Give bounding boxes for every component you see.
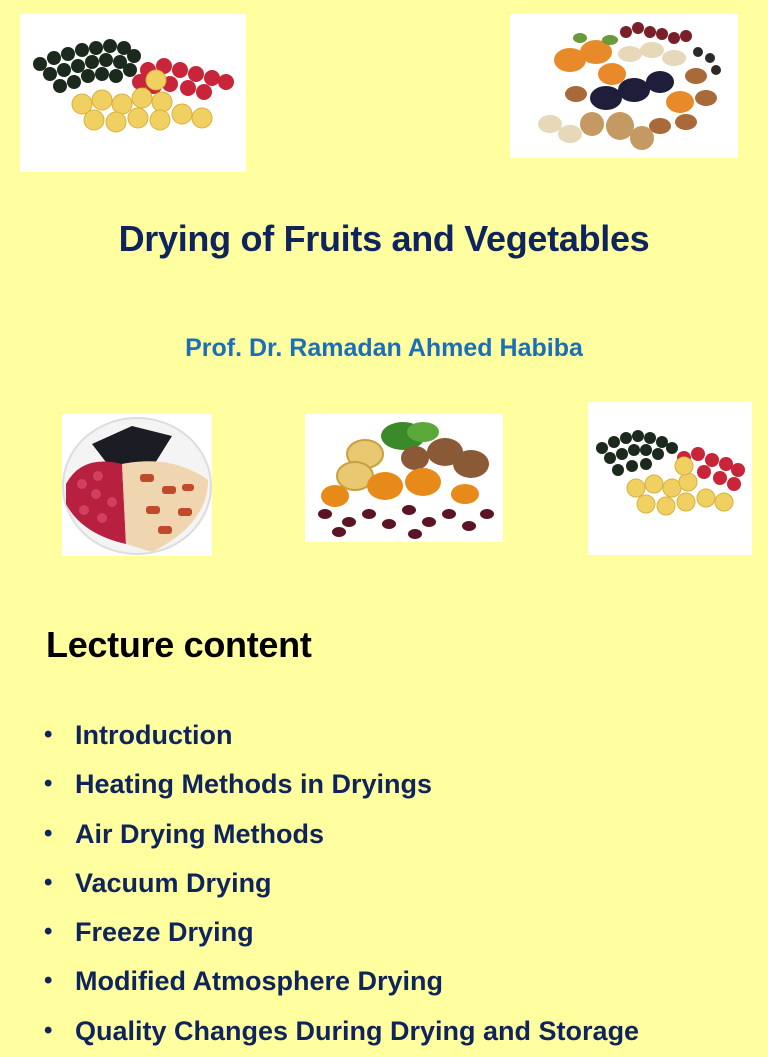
dried-fruit-bowl-photo — [62, 414, 212, 556]
dried-fruits-and-nuts-photo — [510, 14, 738, 158]
list-item: • Air Drying Methods — [44, 811, 764, 860]
author-name: Prof. Dr. Ramadan Ahmed Habiba — [185, 334, 583, 362]
list-item: • Introduction — [44, 712, 764, 761]
lecture-content-heading: Lecture content — [46, 624, 312, 665]
dried-apricots-figs-photo — [305, 414, 503, 542]
list-item: • Quality Changes During Drying and Storage — [44, 1008, 764, 1057]
list-item: • Heating Methods in Dryings — [44, 761, 764, 810]
list-item: • Freeze Drying — [44, 909, 764, 958]
slide-title: Drying of Fruits and Vegetables — [118, 218, 650, 259]
dried-berries-photo-small — [588, 402, 752, 555]
list-item: • Vacuum Drying — [44, 860, 764, 909]
dried-berries-photo — [20, 14, 246, 172]
list-item: • Modified Atmosphere Drying — [44, 958, 764, 1007]
lecture-content-list — [44, 712, 764, 1057]
